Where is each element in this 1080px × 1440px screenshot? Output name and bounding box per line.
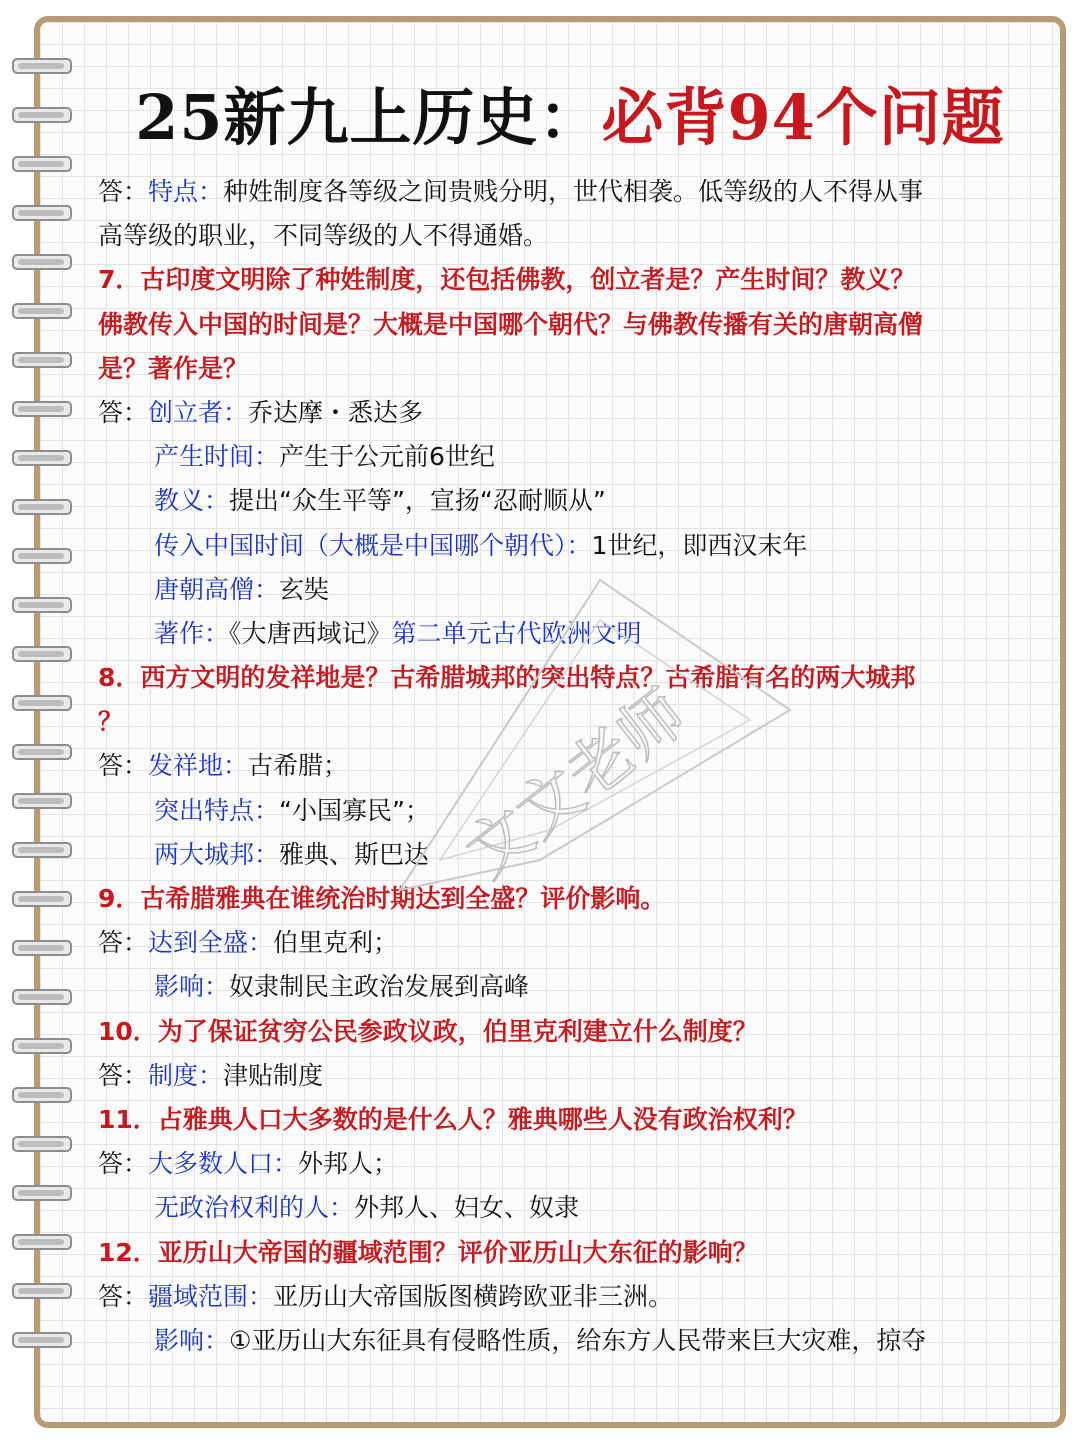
spiral-ring [8, 497, 76, 519]
title-prefix: 25新九上历史： [135, 81, 602, 154]
answer-keyword: 突出特点： [154, 795, 280, 825]
spiral-ring [8, 56, 76, 78]
answer-label: 答： [98, 751, 149, 781]
answer-line [98, 965, 1028, 1009]
spiral-ring [8, 252, 76, 274]
answer-text: 种姓制度各等级之间贵贱分明，世代相袭。低等级的人不得从事 [223, 177, 924, 206]
answer-text: 1世纪，即西汉末年 [591, 530, 808, 560]
answer-keyword: 影响： [154, 1325, 230, 1355]
answer-line [98, 1186, 1028, 1230]
question-line: 10．为了保证贫穷公民参政议政，伯里克利建立什么制度？ [98, 1016, 758, 1046]
spiral-ring [8, 742, 76, 764]
answer-line [98, 789, 1028, 833]
answer-keyword: 疆域范围： [148, 1281, 274, 1311]
title-highlight: 必背94个问题 [601, 81, 1005, 154]
spiral-ring [8, 399, 76, 421]
answer-line [98, 214, 1028, 258]
answer-keyword: 大多数人口： [148, 1149, 299, 1179]
spiral-ring [8, 1183, 76, 1205]
spiral-ring [8, 791, 76, 813]
answer-line [98, 612, 1028, 656]
question-line: 9．古希腊雅典在谁统治时期达到全盛？评价影响。 [98, 884, 666, 913]
answer-line [98, 1319, 1028, 1363]
spiral-ring [8, 889, 76, 911]
answer-line [98, 833, 1028, 877]
answer-line [98, 391, 1028, 435]
unit-heading: 第二单元古代欧洲文明 [391, 618, 642, 648]
answer-line [98, 1275, 1028, 1319]
question-line: 佛教传入中国的时间是？大概是中国哪个朝代？与佛教传播有关的唐朝高僧 [98, 309, 924, 339]
spiral-ring [8, 301, 76, 323]
answer-text: 高等级的职业，不同等级的人不得通婚。 [98, 221, 549, 251]
answer-line [98, 435, 1028, 479]
spiral-ring [8, 644, 76, 666]
answer-keyword: 发祥地： [148, 751, 249, 781]
spiral-ring [8, 987, 76, 1009]
answer-keyword: 达到全盛： [148, 928, 274, 958]
question-line: 是？著作是？ [98, 353, 249, 383]
answer-text: 《大唐西域记》 [229, 618, 392, 648]
spiral-ring [8, 154, 76, 176]
question-line: 11．占雅典人口大多数的是什么人？雅典哪些人没有政治权利？ [98, 1104, 808, 1134]
answer-keyword: 传入中国时间（大概是中国哪个朝代）： [154, 530, 592, 560]
answer-keyword: 产生时间： [154, 442, 280, 472]
answer-label: 答： [98, 177, 149, 206]
answer-keyword: 唐朝高僧： [154, 574, 280, 604]
spiral-ring [8, 1036, 76, 1058]
answer-text: 亚历山大帝国版图横跨欧亚非三洲。 [273, 1281, 674, 1311]
spiral-ring [8, 938, 76, 960]
answer-text: ①亚历山大东征具有侵略性质，给东方人民带来巨大灾难，掠夺 [229, 1325, 927, 1355]
answer-text: 奴隶制民主政治发展到高峰 [229, 972, 530, 1002]
spiral-ring [8, 840, 76, 862]
answer-keyword: 无政治权利的人： [154, 1193, 355, 1223]
spiral-ring [8, 203, 76, 225]
answer-line [98, 479, 1028, 523]
answer-text: 玄奘 [279, 574, 330, 604]
answer-keyword: 创立者： [148, 397, 249, 427]
page-title [90, 78, 1050, 158]
answer-label: 答： [98, 1281, 149, 1311]
answer-line [98, 568, 1028, 612]
answer-text: 提出“众生平等”，宣扬“忍耐顺从” [229, 486, 606, 516]
answer-keyword: 教义： [154, 486, 230, 516]
answer-text: 津贴制度 [223, 1060, 324, 1090]
answer-line [98, 921, 1028, 965]
spiral-ring [8, 1232, 76, 1254]
answer-text: 产生于公元前6世纪 [279, 442, 495, 472]
spiral-ring [8, 105, 76, 127]
answer-label: 答： [98, 397, 149, 427]
question-line: 7．古印度文明除了种姓制度，还包括佛教，创立者是？产生时间？教义？ [98, 265, 916, 295]
answer-text: 外邦人； [298, 1149, 399, 1179]
answer-line [98, 744, 1028, 788]
question-line: 12．亚历山大帝国的疆域范围？评价亚历山大东征的影响？ [98, 1237, 758, 1267]
answer-keyword: 著作： [154, 618, 230, 648]
qa-content [98, 170, 1028, 1363]
answer-text: 外邦人、妇女、奴隶 [354, 1193, 580, 1223]
spiral-ring [8, 546, 76, 568]
spiral-ring [8, 1330, 76, 1352]
spiral-ring [8, 1085, 76, 1107]
answer-line [98, 1054, 1028, 1098]
spiral-ring [8, 448, 76, 470]
answer-line [98, 1142, 1028, 1186]
answer-keyword: 两大城邦： [154, 839, 280, 869]
answer-label: 答： [98, 928, 149, 958]
answer-keyword: 特点： [148, 177, 224, 206]
answer-keyword: 制度： [148, 1060, 224, 1090]
answer-line [98, 524, 1028, 568]
answer-text: 雅典、斯巴达 [279, 839, 430, 869]
answer-text: 乔达摩・悉达多 [248, 397, 424, 427]
watermark-text: 文文老师 [452, 676, 700, 893]
spiral-binding [8, 56, 78, 1396]
answer-line [98, 170, 1028, 214]
answer-text: 古希腊； [248, 751, 349, 781]
question-line: ？ [98, 707, 124, 737]
spiral-ring [8, 1281, 76, 1303]
answer-label: 答： [98, 1060, 149, 1090]
answer-keyword: 影响： [154, 972, 230, 1002]
spiral-ring [8, 595, 76, 617]
answer-label: 答： [98, 1149, 149, 1179]
spiral-ring [8, 1134, 76, 1156]
question-line: 8．西方文明的发祥地是？古希腊城邦的突出特点？古希腊有名的两大城邦 [98, 663, 916, 693]
spiral-ring [8, 693, 76, 715]
spiral-ring [8, 350, 76, 372]
answer-text: “小国寡民”； [279, 795, 430, 825]
answer-text: 伯里克利； [273, 928, 399, 958]
